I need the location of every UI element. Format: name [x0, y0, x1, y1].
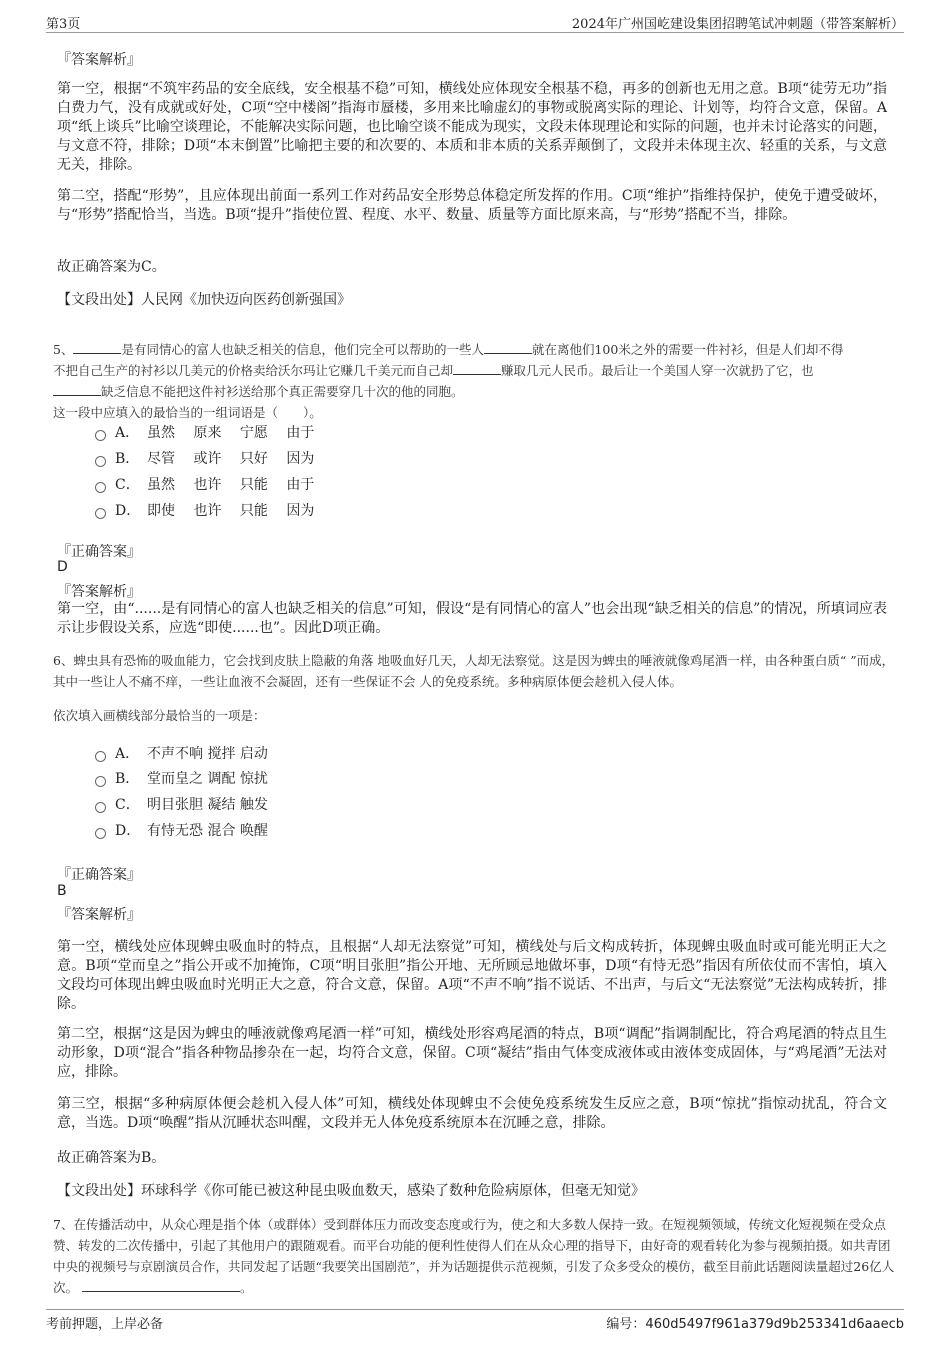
analysis-paragraph: 第二空，根据“这是因为蜱虫的唾液就像鸡尾酒一样”可知，横线处形容鸡尾酒的特点，B项“调配”指调制配比，符合鸡尾酒的特点且生动形象，D项“混合”指各种物品掺杂在一起，均符合文意，保留。C项“凝结”指由气体变成液体或由液体变成固体，与“鸡尾酒”无法对应，排除。 — [57, 1026, 887, 1080]
radio-icon[interactable] — [95, 456, 106, 467]
question-7-stem: 7、在传播活动中，从众心理是指个体（或群体）受到群体压力而改变态度或行为，使之和大多数人保持一致。在短视频领域，传统文化短视频在受众点赞、转发的二次传播中，引起了其他用户的跟随观看。而平台功能的便利性使得人们在从众心理的指导下，由好奇的观看转化为参与视频拍摄。如共青团中央的视频号与京剧演员合作，共同发起了话题“我要笑出国剧范”，并为话题提供示范视频，引发了众多受众的模仿，截至目前此话题阅读量超过26亿人次。 。 — [53, 1217, 895, 1295]
analysis-heading: 『答案解析』 — [57, 52, 141, 68]
option-c[interactable]: C． 明目张胆 凝结 触发 — [95, 794, 268, 814]
option-d[interactable]: D． 即使 也许 只能 因为 — [95, 500, 314, 520]
option-b[interactable]: B． 尽管 或许 只好 因为 — [95, 448, 314, 468]
fill-blank — [82, 1279, 240, 1292]
source-citation: 【文段出处】环球科学《你可能已被这种昆虫吸血数天，感染了数种危险病原体，但毫无知觉》 — [57, 1183, 645, 1199]
option-b[interactable]: B． 堂而皇之 调配 惊扰 — [95, 768, 268, 788]
radio-icon[interactable] — [95, 751, 106, 762]
question-6-stem: 6、蜱虫具有恐怖的吸血能力，它会找到皮肤上隐蔽的角落 地吸血好几天，人却无法察觉。这是因为蜱虫的唾液就像鸡尾酒一样，由各种蛋白质“ ”而成，其中一些让人不痛不痒，一些让血液不会凝固，还有一些保证不会 人的免疫系统。多种病原体便会趁机入侵人体。 — [53, 653, 895, 689]
correct-answer-heading: 『正确答案』 — [57, 544, 141, 560]
final-answer-text: 故正确答案为B。 — [57, 1150, 166, 1166]
footer-divider — [46, 1309, 904, 1310]
radio-icon[interactable] — [95, 508, 106, 519]
header-divider — [46, 32, 904, 33]
analysis-heading: 『答案解析』 — [57, 584, 141, 600]
option-a[interactable]: A． 不声不响 搅拌 启动 — [95, 743, 268, 763]
analysis-heading: 『答案解析』 — [57, 907, 141, 923]
option-c[interactable]: C． 虽然 也许 只能 由于 — [95, 474, 314, 494]
analysis-paragraph: 第二空，搭配“形势”，且应体现出前面一系列工作对药品安全形势总体稳定所发挥的作用。C项“维护”指维持保护，使免于遭受破坏，与“形势”搭配恰当，当选。B项“提升”指使位置、程度、水平、数量、质量等方面比原来高，与“形势”搭配不当，排除。 — [57, 188, 887, 223]
fill-blank — [484, 353, 532, 354]
fill-blank — [73, 353, 121, 354]
footer-slogan: 考前押题，上岸必备 — [46, 1317, 164, 1332]
fill-blank — [53, 395, 101, 396]
analysis-paragraph: 第三空，根据“多种病原体便会趁机入侵人体”可知，横线处体现蜱虫不会使免疫系统发生反应之意，B项“惊扰”指惊动扰乱，符合文意，当选。D项“唤醒”指从沉睡状态叫醒，文段并无人体免疫系统原本在沉睡之意，排除。 — [57, 1096, 887, 1131]
page-number: 第3页 — [46, 17, 81, 32]
radio-icon[interactable] — [95, 828, 106, 839]
correct-answer: B — [57, 883, 67, 899]
question-5-stem: 5、 是有同情心的富人也缺乏相关的信息，他们完全可以帮助的一些人 就在离他们100米之外的需要一件衬衫，但是人们却不得 不把自己生产的衬衫以几美元的价格卖给沃尔玛让它赚几千美元而自己却 赚取几元人民币。最后让一个美国人穿一次就扔了它，也 缺乏信息不能把这件衬衫送给那个真正需要穿几十次的他的同胞。 这一段中应填入的最恰当的一组词语是（ ）。 — [53, 342, 844, 420]
document-id: 编号：460d5497f961a379d9b253341d6aaecb — [606, 1317, 904, 1332]
question-6-prompt: 依次填入画横线部分最恰当的一项是： — [53, 708, 266, 723]
fill-blank — [453, 374, 501, 375]
option-a[interactable]: A． 虽然 原来 宁愿 由于 — [95, 422, 314, 442]
correct-answer: D — [57, 559, 68, 575]
radio-icon[interactable] — [95, 482, 106, 493]
correct-answer-heading: 『正确答案』 — [57, 867, 141, 883]
radio-icon[interactable] — [95, 802, 106, 813]
radio-icon[interactable] — [95, 430, 106, 441]
final-answer-text: 故正确答案为C。 — [57, 259, 166, 275]
radio-icon[interactable] — [95, 776, 106, 787]
analysis-paragraph: 第一空，根据“不筑牢药品的安全底线，安全根基不稳”可知，横线处应体现安全根基不稳，再多的创新也无用之意。B项“徒劳无功”指白费力气，没有成就或好处，C项“空中楼阁”指海市蜃楼，多用来比喻虚幻的事物或脱离实际的理论、计划等，均符合文意，保留。A项“纸上谈兵”比喻空谈理论，不能解决实际问题，也比喻空谈不能成为现实，文段未体现理论和实际的问题，也并未讨论落实的问题，与文意不符，排除；D项“本末倒置”比喻把主要的和次要的、本质和非本质的关系弄颠倒了，文段并未体现主次、轻重的关系，与文意无关，排除。 — [57, 81, 887, 173]
source-citation: 【文段出处】人民网《加快迈向医药创新强国》 — [57, 292, 351, 308]
analysis-paragraph: 第一空，横线处应体现蜱虫吸血时的特点，且根据“人却无法察觉”可知，横线处与后文构成转折，体现蜱虫吸血时或可能光明正大之意。B项“堂而皇之”指公开或不加掩饰，C项“明目张胆”指公开地、无所顾忌地做坏事，D项“有恃无恐”指因有所依仗而不害怕，填入文段均可体现出蜱虫吸血时光明正大之意，符合文意，保留。A项“不声不响”指不说话、不出声，与后文“无法察觉”无法构成转折，排除。 — [57, 939, 887, 1012]
option-d[interactable]: D． 有恃无恐 混合 唤醒 — [95, 820, 268, 840]
document-title: 2024年广州国屹建设集团招聘笔试冲刺题（带答案解析） — [571, 17, 904, 32]
analysis-paragraph: 第一空，由“......是有同情心的富人也缺乏相关的信息”可知，假设“是有同情心的富人”也会出现“缺乏相关的信息”的情况，所填词应表示让步假设关系，应选“即使......也”。因此D项正确。 — [57, 601, 887, 636]
page-header — [0, 0, 950, 32]
